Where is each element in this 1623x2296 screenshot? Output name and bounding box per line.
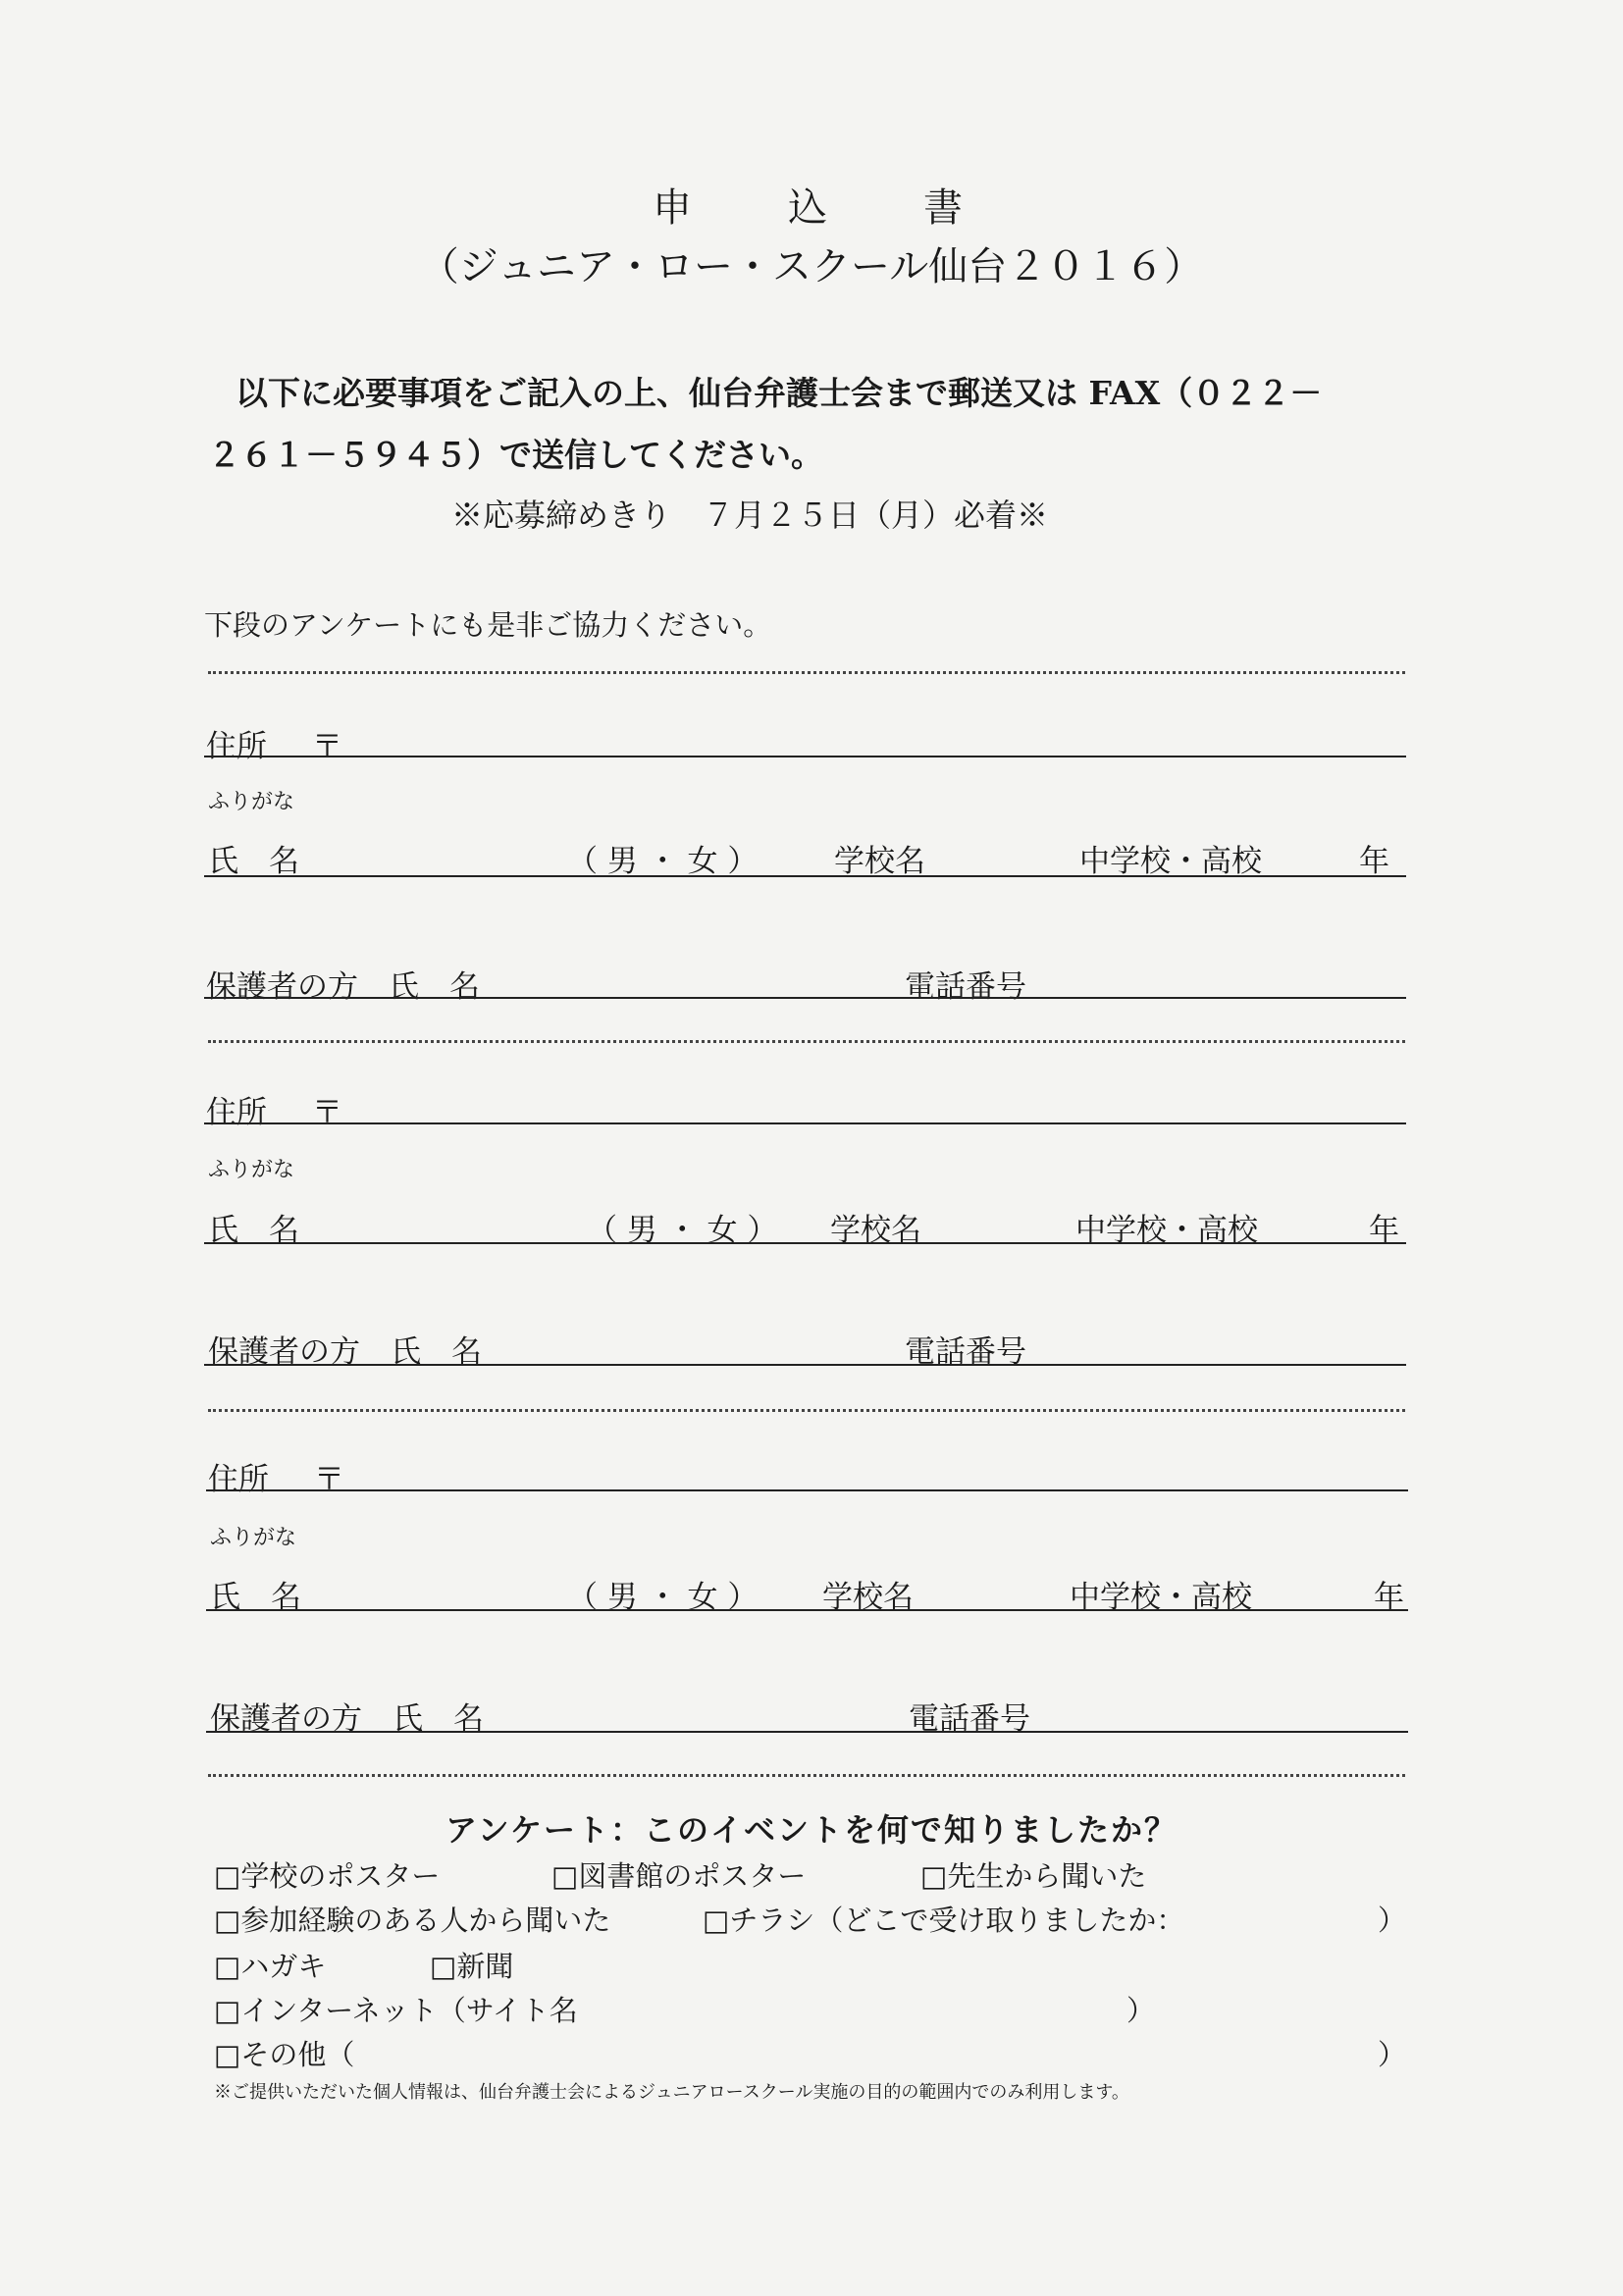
address-label: 住所 — [206, 729, 267, 764]
name-field[interactable] — [206, 1609, 1408, 1611]
gender-choice[interactable]: （ 男 ・ 女 ） — [587, 1213, 778, 1248]
intro-line-2: ２６１－５９４５）で送信してください。 — [208, 436, 823, 474]
name-label: 氏 名 — [208, 1213, 299, 1248]
name-field[interactable] — [204, 875, 1406, 877]
title-char: 申 — [653, 185, 700, 231]
address-field[interactable] — [204, 756, 1406, 757]
form-title — [0, 177, 1623, 233]
address-field[interactable] — [204, 1122, 1406, 1124]
survey-title: アンケート：このイベントを何で知りましたか？ — [445, 1811, 1178, 1849]
option-teacher[interactable]: □先生から聞いた — [920, 1859, 1147, 1893]
option-school-poster[interactable]: □学校のポスター — [214, 1859, 441, 1893]
cut-line — [208, 671, 1405, 674]
option-postcard[interactable]: □ハガキ — [214, 1950, 327, 1983]
option-newspaper[interactable]: □新聞 — [430, 1950, 514, 1983]
name-label: 氏 名 — [210, 1580, 301, 1615]
guardian-label: 保護者の方 氏 名 — [208, 1334, 482, 1370]
internet-close-paren: ） — [1126, 1994, 1156, 2027]
survey-request-note: 下段のアンケートにも是非ご協力ください。 — [204, 608, 772, 642]
privacy-footnote: ※ご提供いただいた個人情報は、仙台弁護士会によるジュニアロースクール実施の目的の範囲内でのみ利用します。 — [214, 2082, 1129, 2103]
postal-mark: 〒 — [314, 1462, 344, 1497]
option-flyer[interactable]: □チラシ（どこで受け取りましたか： — [703, 1904, 1185, 1937]
school-label: 学校名 — [830, 1213, 921, 1248]
grade-label: 年 — [1359, 844, 1389, 879]
address-label: 住所 — [206, 1095, 267, 1130]
phone-label: 電話番号 — [905, 969, 1026, 1005]
separator-dots — [208, 1409, 1405, 1412]
title-char: 書 — [923, 185, 970, 231]
name-label: 氏 名 — [208, 844, 299, 879]
school-type-choice[interactable]: 中学校・高校 — [1075, 1213, 1258, 1248]
flyer-close-paren: ） — [1378, 1904, 1407, 1937]
option-library-poster[interactable]: □図書館のポスター — [551, 1859, 807, 1893]
option-participant[interactable]: □参加経験のある人から聞いた — [214, 1904, 611, 1937]
phone-label: 電話番号 — [909, 1701, 1030, 1737]
school-type-choice[interactable]: 中学校・高校 — [1070, 1580, 1252, 1615]
guardian-field[interactable] — [204, 997, 1406, 999]
furigana-label: ふりがな — [208, 790, 295, 814]
postal-mark: 〒 — [312, 729, 342, 764]
deadline: ※応募締めきり ７月２５日（月）必着※ — [451, 496, 1049, 534]
grade-label: 年 — [1369, 1213, 1399, 1248]
guardian-label: 保護者の方 氏 名 — [206, 969, 480, 1005]
gender-choice[interactable]: （ 男 ・ 女 ） — [567, 1580, 759, 1615]
phone-label: 電話番号 — [905, 1334, 1026, 1370]
school-label: 学校名 — [822, 1580, 914, 1615]
intro-line-1: 以下に必要事項をご記入の上、仙台弁護士会まで郵送又は FAX（０２２－ — [236, 374, 1323, 412]
separator-dots — [208, 1774, 1405, 1777]
option-internet[interactable]: □インターネット（サイト名 — [214, 1994, 578, 2027]
guardian-field[interactable] — [204, 1364, 1406, 1366]
furigana-label: ふりがな — [210, 1526, 297, 1550]
form-subtitle: （ジュニア・ロー・スクール仙台２０１６） — [419, 244, 1204, 289]
guardian-label: 保護者の方 氏 名 — [210, 1701, 484, 1737]
school-label: 学校名 — [834, 844, 925, 879]
postal-mark: 〒 — [312, 1095, 342, 1130]
name-field[interactable] — [204, 1242, 1406, 1244]
separator-dots — [208, 1040, 1405, 1043]
title-char: 込 — [788, 185, 835, 231]
address-field[interactable] — [206, 1489, 1408, 1491]
school-type-choice[interactable]: 中学校・高校 — [1079, 844, 1262, 879]
guardian-field[interactable] — [206, 1731, 1408, 1733]
option-other[interactable]: □その他（ — [214, 2038, 355, 2071]
furigana-label: ふりがな — [208, 1158, 295, 1182]
other-close-paren: ） — [1378, 2038, 1407, 2071]
gender-choice[interactable]: （ 男 ・ 女 ） — [567, 844, 759, 879]
grade-label: 年 — [1374, 1580, 1404, 1615]
address-label: 住所 — [208, 1462, 269, 1497]
